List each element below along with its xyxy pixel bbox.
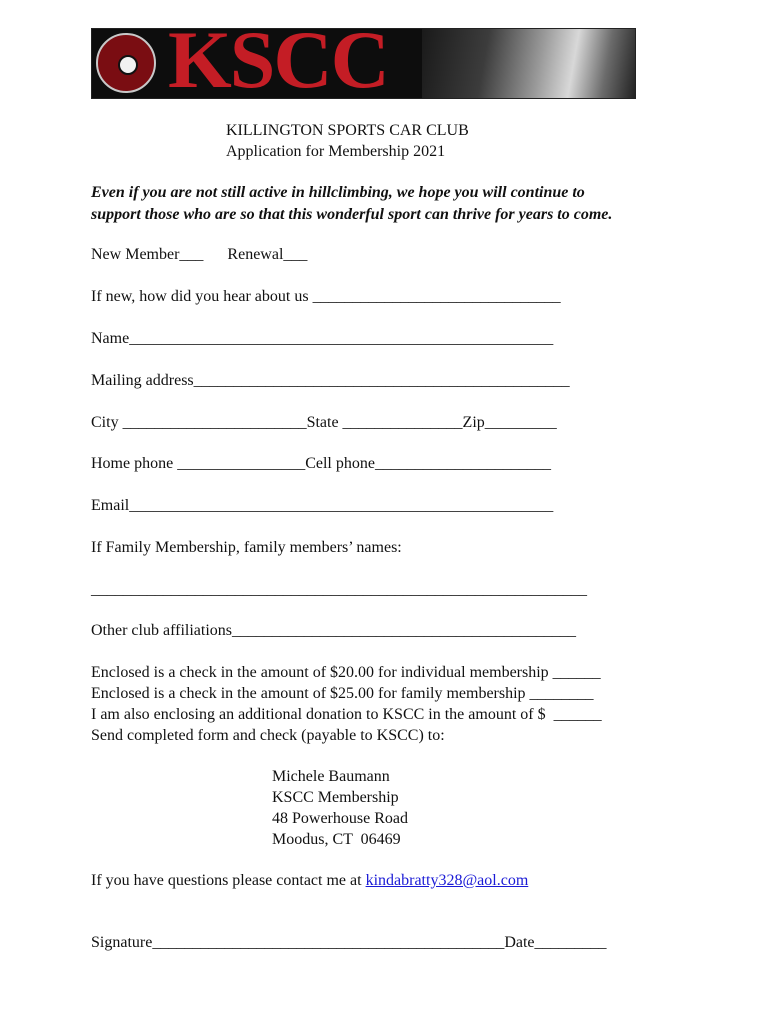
city-state-zip-field[interactable]: City _______________________State _______________Zip_________	[91, 414, 557, 431]
address-street: 48 Powerhouse Road	[272, 810, 408, 827]
form-subtitle: Application for Membership 2021	[226, 143, 446, 160]
intro-line-2: support those who are so that this wonderful sport can thrive for years to come.	[91, 206, 613, 223]
club-emblem-icon	[96, 33, 156, 93]
race-car-photo	[422, 29, 635, 98]
kscc-logo-banner	[91, 28, 636, 99]
family-members-label: If Family Membership, family members’ names:	[91, 539, 402, 556]
intro-line-1: Even if you are not still active in hillclimbing, we hope you will continue to	[91, 184, 585, 201]
signature-date-field[interactable]: Signature____________________________________________Date_________	[91, 934, 607, 951]
donation-line[interactable]: I am also enclosing an additional donation to KSCC in the amount of $ ______	[91, 706, 602, 723]
contact-line	[91, 871, 528, 891]
name-field[interactable]: Name_____________________________________________________	[91, 330, 554, 347]
family-payment-line[interactable]: Enclosed is a check in the amount of $25.00 for family membership ________	[91, 685, 594, 702]
individual-payment-line[interactable]: Enclosed is a check in the amount of $20.00 for individual membership ______	[91, 664, 601, 681]
address-dept: KSCC Membership	[272, 789, 399, 806]
phone-fields[interactable]: Home phone ________________Cell phone______________________	[91, 455, 551, 472]
email-field[interactable]: Email_____________________________________________________	[91, 497, 554, 514]
address-city: Moodus, CT 06469	[272, 831, 401, 848]
address-name: Michele Baumann	[272, 768, 390, 785]
logo-wordmark: KSCC	[168, 28, 388, 99]
how-heard-field[interactable]: If new, how did you hear about us _______________________________	[91, 288, 561, 305]
send-instructions: Send completed form and check (payable to KSCC) to:	[91, 727, 445, 744]
contact-text: If you have questions please contact me at	[91, 872, 366, 889]
club-affiliations-field[interactable]: Other club affiliations___________________________________________	[91, 622, 576, 639]
org-name: KILLINGTON SPORTS CAR CLUB	[226, 122, 469, 139]
mailing-address-field[interactable]: Mailing address_______________________________________________	[91, 372, 570, 389]
member-type-field[interactable]: New Member___ Renewal___	[91, 246, 308, 263]
family-members-field[interactable]: ______________________________________________________________	[91, 581, 587, 598]
contact-email-link[interactable]: kindabratty328@aol.com	[365, 872, 529, 889]
